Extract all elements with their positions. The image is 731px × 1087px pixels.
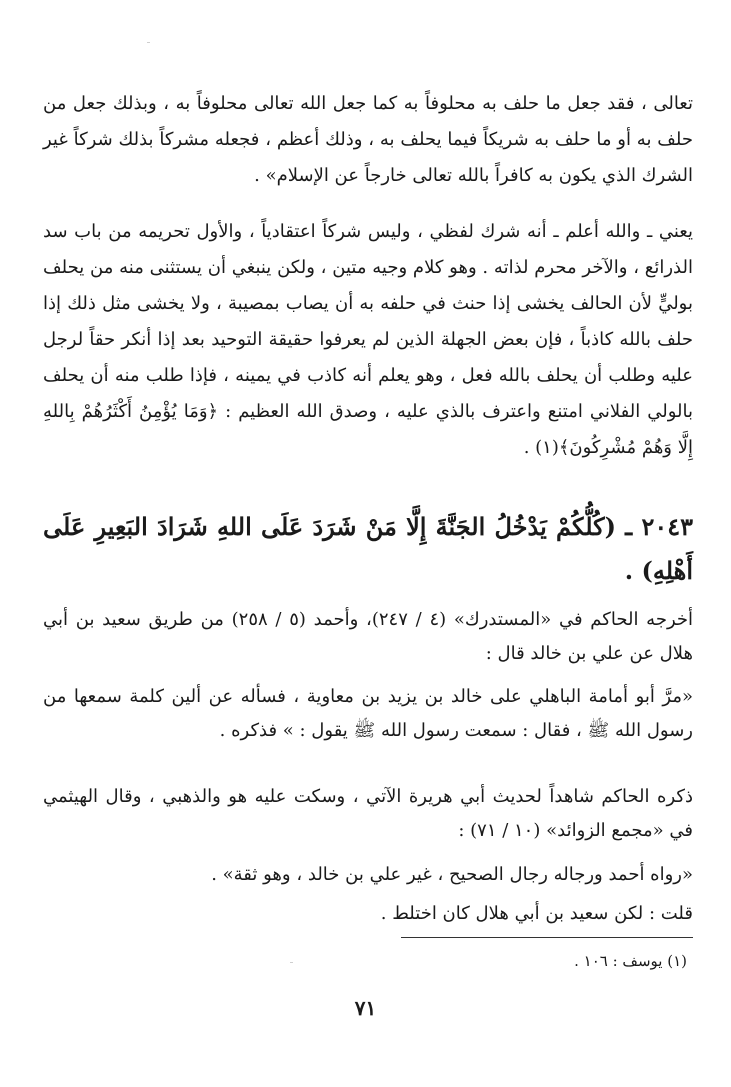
paragraph-3: أخرجه الحاكم في «المستدرك» (٤ / ٢٤٧)، وأحمد (٥ / ٢٥٨) من طريق سعيد بن أبي هلال عن علي بن خالد قال : (43, 609, 694, 664)
paragraph-7: قلت : لكن سعيد بن أبي هلال كان اختلط . (380, 903, 693, 924)
paragraph-5: ذكره الحاكم شاهداً لحديث أبي هريرة الآتي ، وسكت عليه هو والذهبي ، وقال الهيثمي في «مجمع الزوائد» (١٠ / ٧١) : (43, 786, 693, 841)
scan-speck (147, 42, 150, 43)
paragraph-6: «رواه أحمد ورجاله رجال الصحيح ، غير علي بن خالد ، وهو ثقة» . (211, 864, 693, 885)
hadith-heading: ٢٠٤٣ ـ (كُلُّكُمْ يَدْخُلُ الجَنَّةَ إِلَّا مَنْ شَرَدَ عَلَى اللهِ شَرَادَ البَعِيرِ عَلَى أَهْلِهِ) . (43, 512, 693, 585)
page-number: ٧١ (354, 996, 377, 1020)
scan-speck (290, 962, 293, 963)
footnote-divider (401, 937, 693, 938)
paragraph-2: يعني ـ والله أعلم ـ أنه شرك لفظي ، وليس شركاً اعتقادياً ، والأول تحريمه من باب سد الذرائع ، والآخر محرم لذاته . وهو كلام وجيه متين ، ولكن ينبغي أن يستثنى منه من يحلف بوليٍّ لأن الحالف يخشى إذا حنث في حلفه به أن يصاب بمصيبة ، ولا يخشى مثل ذلك إذا حلف بالله كاذباً ، فإن بعض الجهلة الذين لم يعرفوا حقيقة التوحيد بعد إذا أنكر حقاً لرجل عليه وطلب أن يحلف بالله فعل ، وهو يعلم أنه كاذب في يمينه ، فإذا طلب منه أن يحلف بالولي الفلاني امتنع واعترف بالذي عليه ، وصدق الله العظيم : ﴿وَمَا يُؤْمِنُ أَكْثَرُهُمْ بِاللهِ إِلَّا وَهُمْ مُشْرِكُونَ﴾(١) . (43, 221, 693, 458)
footnote: (١) يوسف : ١٠٦ . (574, 952, 687, 970)
paragraph-1: تعالى ، فقد جعل ما حلف به محلوفاً به كما جعل الله تعالى محلوفاً به ، وبذلك جعل من حلف به أو ما حلف به شريكاً فيما يحلف به ، وذلك أعظم ، فجعله مشركاً بذلك شركاً غير الشرك الذي يكون به كافراً بالله تعالى خارجاً عن الإسلام» . (43, 93, 693, 186)
paragraph-4: «مرَّ أبو أمامة الباهلي على خالد بن يزيد بن معاوية ، فسأله عن ألين كلمة سمعها من رسول الله ﷺ ، فقال : سمعت رسول الله ﷺ يقول : » فذكره . (43, 686, 693, 741)
